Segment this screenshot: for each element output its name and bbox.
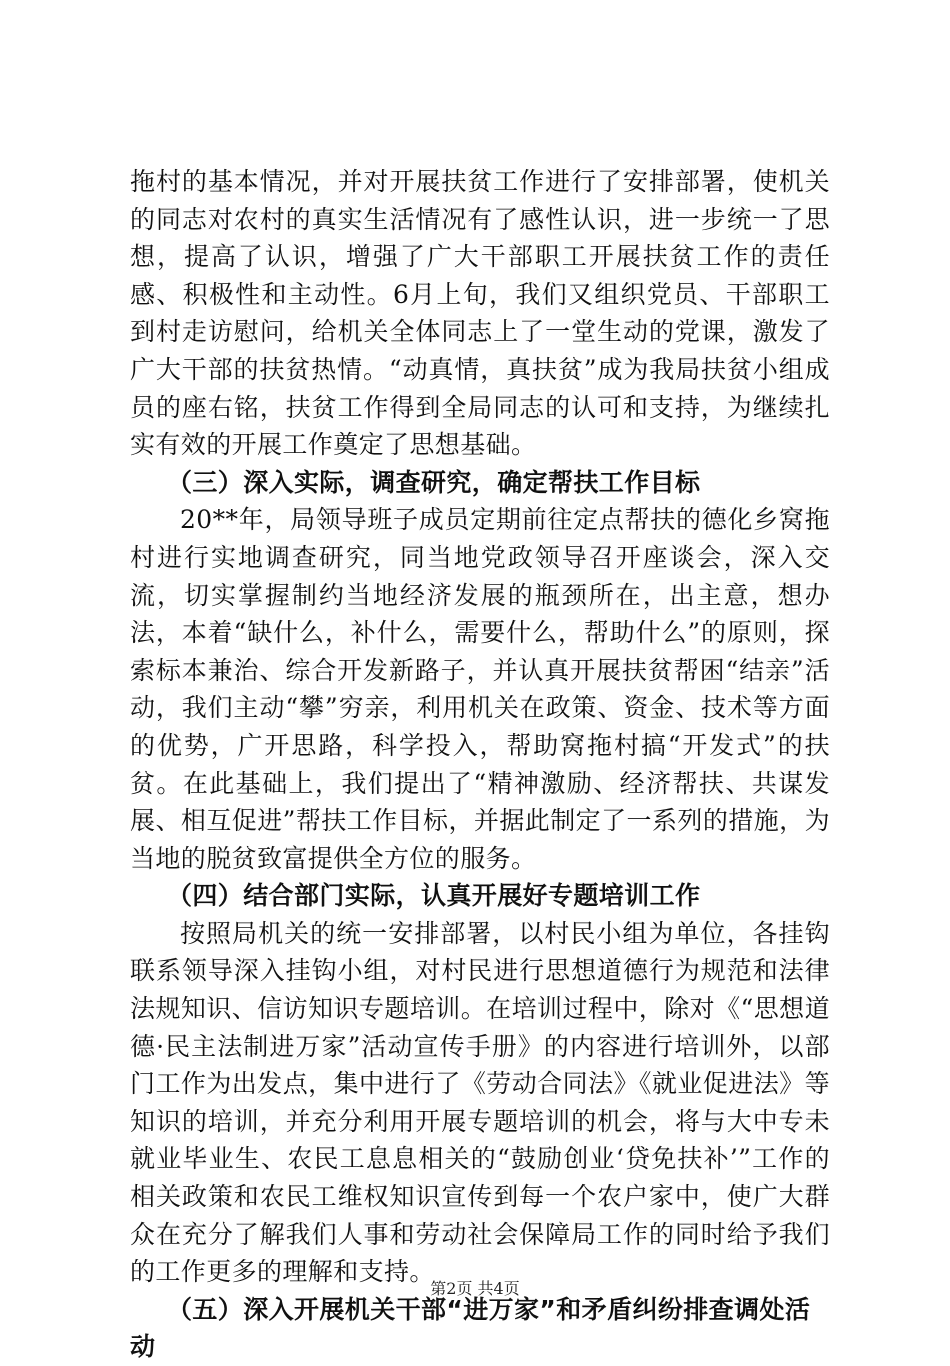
body-paragraph: 拖村的基本情况，并对开展扶贫工作进行了安排部署，使机关的同志对农村的真实生活情况有了感性认识，进一步统一了思想，提高了认识，增强了广大干部职工开展扶贫工作的责任感、积极性和主动性。6月上旬，我们又组织党员、干部职工到村走访慰问，给机关全体同志上了一堂生动的党课，激发了广大干部的扶贫热情。“动真情，真扶贫”成为我局扶贫小组成员的座右铭，扶贫工作得到全局同志的认可和支持，为继续扎实有效的开展工作奠定了思想基础。	[130, 167, 830, 460]
body-paragraph: 20**年，局领导班子成员定期前往定点帮扶的德化乡窝拖村进行实地调查研究，同当地党政领导召开座谈会，深入交流，切实掌握制约当地经济发展的瓶颈所在，出主意，想办法，本着“缺什么，补什么，需要什么，帮助什么”的原则，探索标本兼治、综合开发新路子，并认真开展扶贫帮困“结亲”活动，我们主动“攀”穷亲，利用机关在政策、资金、技术等方面的优势，广开思路，科学投入，帮助窝拖村搞“开发式”的扶贫。在此基础上，我们提出了“精神激励、经济帮扶、共谋发展、相互促进”帮扶工作目标，并据此制定了一系列的措施，为当地的脱贫致富提供全方位的服务。	[130, 505, 830, 873]
section-heading: （四）结合部门实际，认真开展好专题培训工作	[167, 881, 701, 911]
section-heading: （三）深入实际，调查研究，确定帮扶工作目标	[167, 467, 701, 497]
body-paragraph: 按照局机关的统一安排部署，以村民小组为单位，各挂钩联系领导深入挂钩小组，对村民进行思想道德行为规范和法律法规知识、信访知识专题培训。在培训过程中，除对《“思想道德·民主法制进万家”活动宣传手册》的内容进行培训外，以部门工作为出发点，集中进行了《劳动合同法》《就业促进法》等知识的培训，并充分利用开展专题培训的机会，将与大中专未就业毕业生、农民工息息相关的“鼓励创业‘贷免扶补’”工作的相关政策和农民工维权知识宣传到每一个农户家中，使广大群众在充分了解我们人事和劳动社会保障局工作的同时给予我们的工作更多的理解和支持。	[130, 918, 830, 1287]
page-number-footer: 第2页 共4页	[430, 1279, 520, 1298]
section-heading: （五）深入开展机关干部“进万家”和矛盾纠纷排查调处活动	[130, 1294, 811, 1362]
document-body	[130, 163, 830, 1366]
